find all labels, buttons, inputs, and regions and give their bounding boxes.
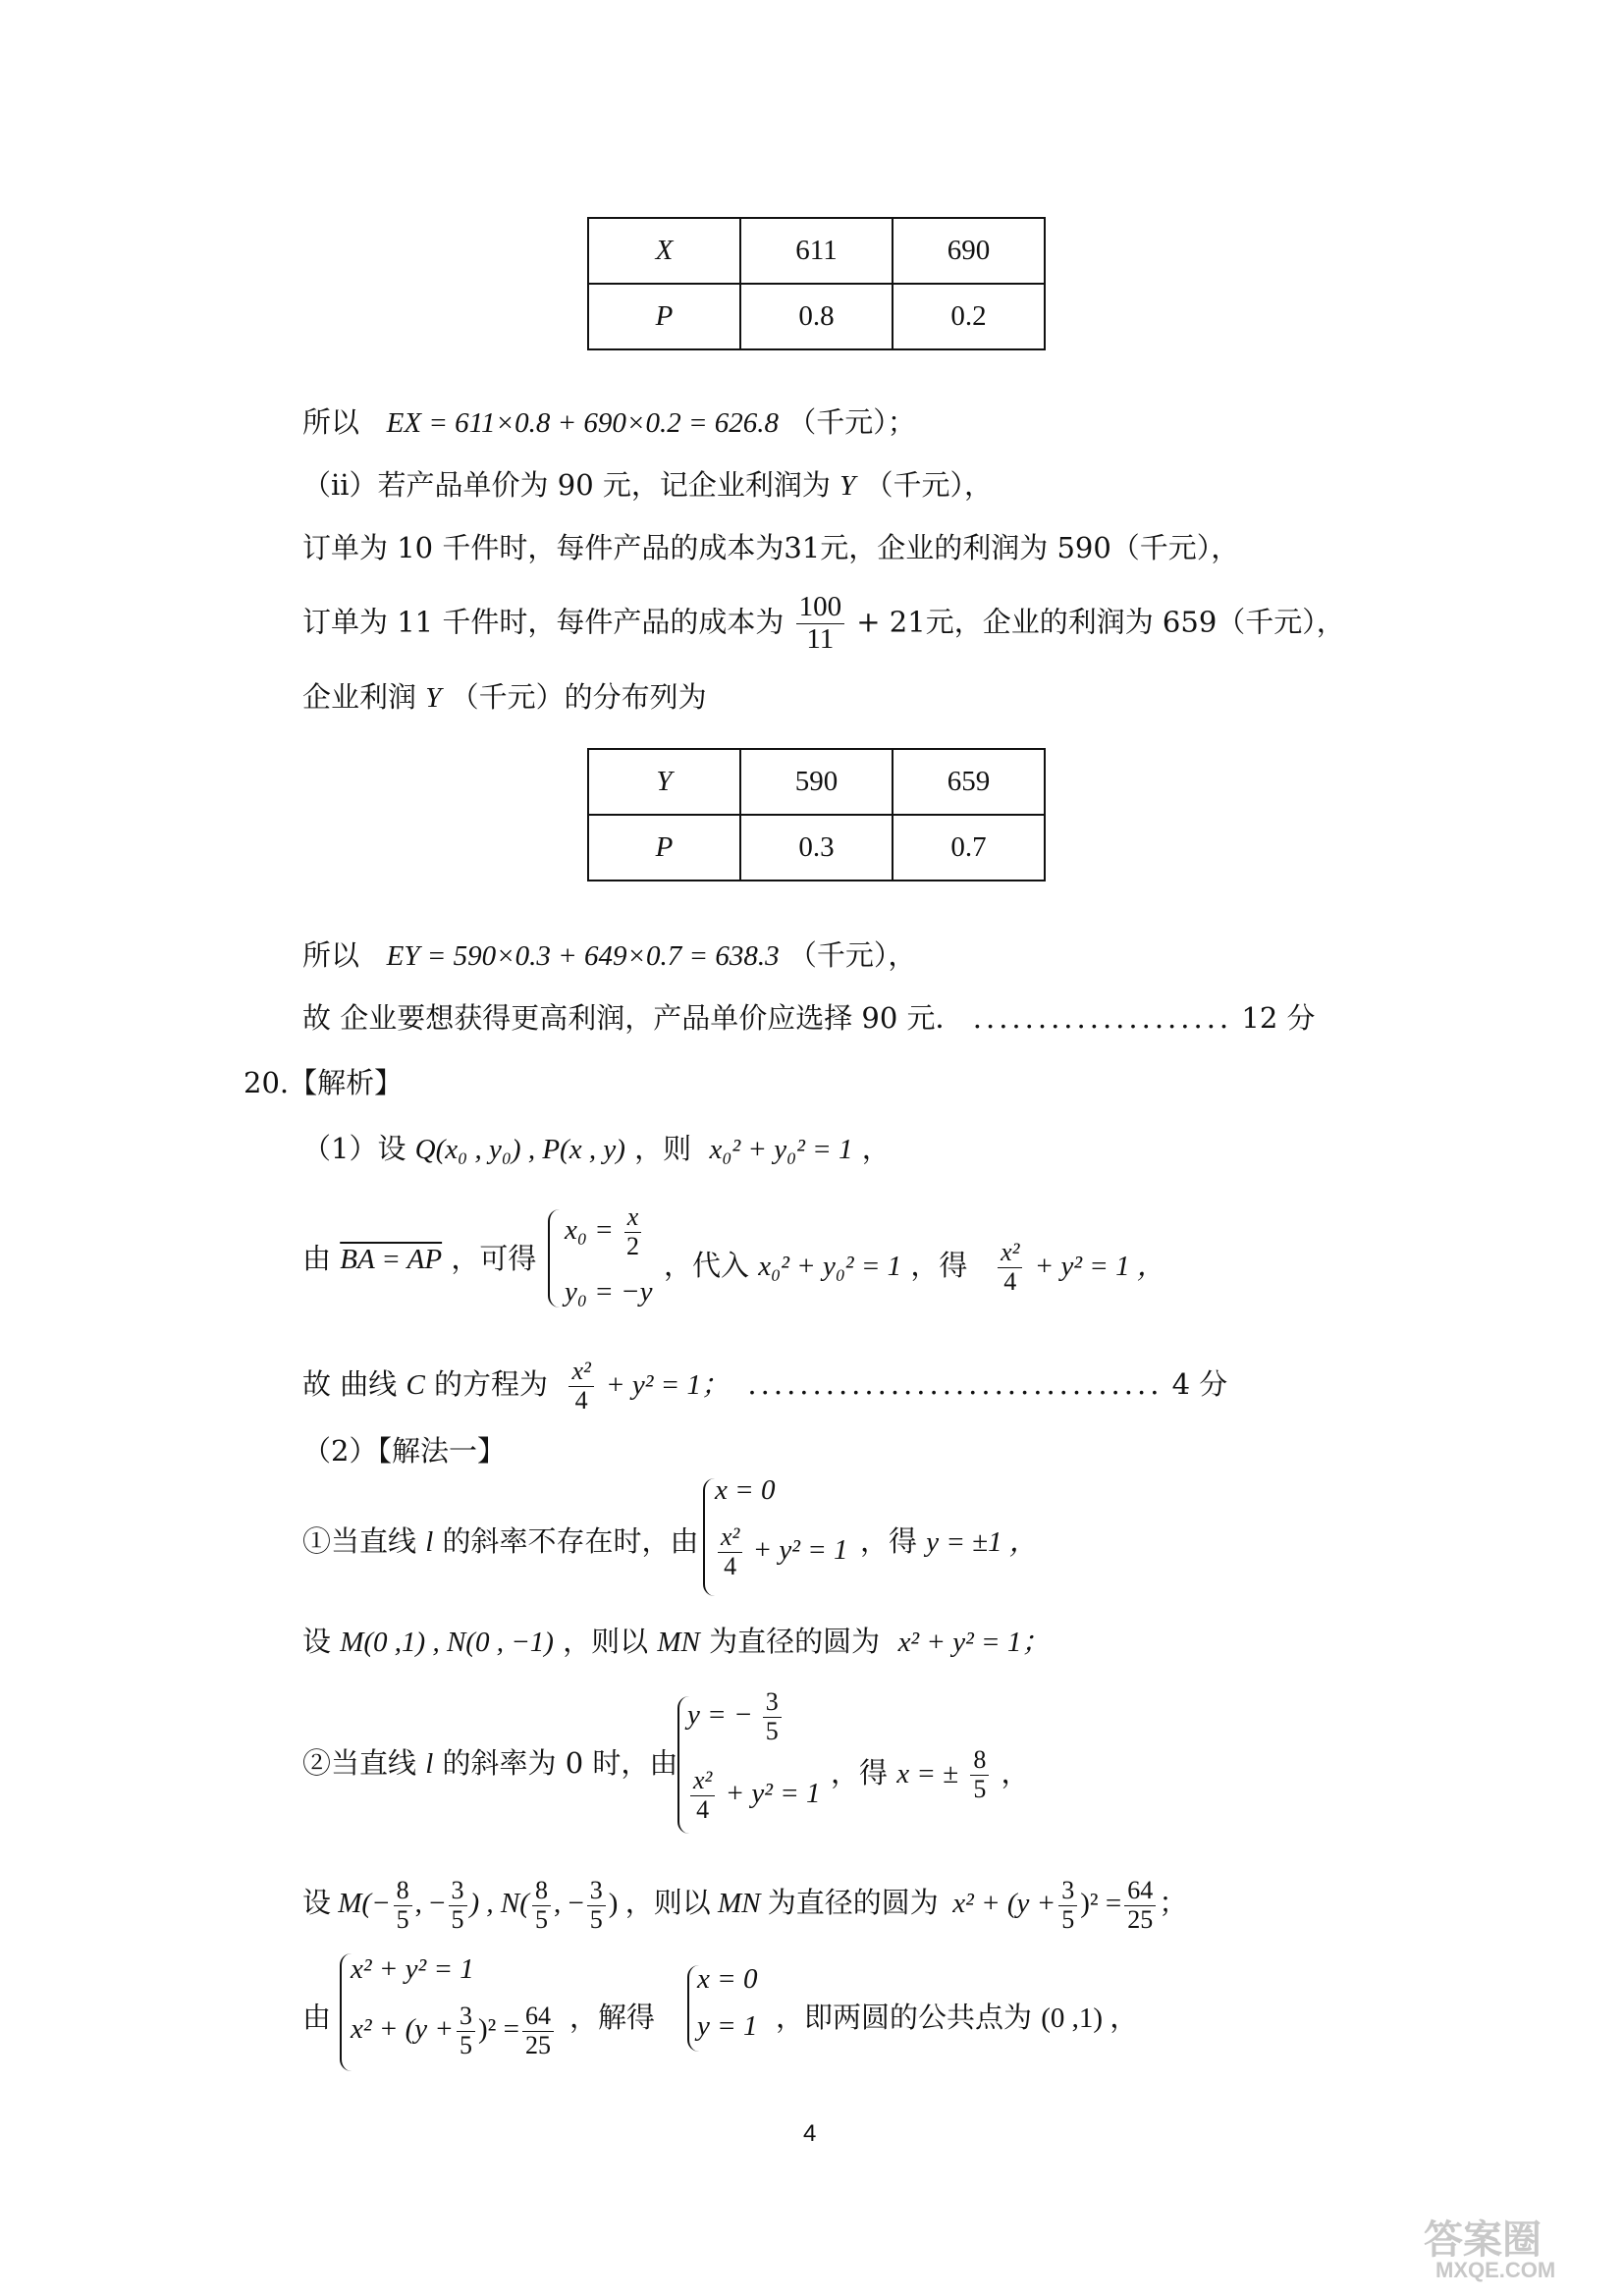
table-cell: P [588, 284, 740, 349]
variable: l [425, 1526, 434, 1558]
system-eq-1: x = 0 [715, 1474, 776, 1506]
fraction: $\frac{8}{5}$ [532, 1877, 551, 1934]
score-leader: ................................ [747, 1367, 1164, 1401]
formula: y = ±1 ， [926, 1526, 1038, 1558]
formula: (0 ,1) ， [1041, 2002, 1139, 2034]
solve-lead [302, 1998, 331, 2037]
text: 所以 [302, 405, 360, 439]
fraction: $\frac{64}{25}$ [522, 2002, 554, 2059]
text: ，则以 [563, 1625, 649, 1658]
text: 的斜率为 0 时，由 [442, 1746, 678, 1780]
fraction: $\frac{\text{x²}}{4}$ [690, 1767, 715, 1824]
formula: x₀² + y₀² = 1 [758, 1251, 902, 1283]
table-row [588, 218, 1045, 284]
table-cell: 659 [893, 749, 1045, 815]
method-heading: （2）【解法一】 [302, 1434, 506, 1468]
text: 设 [302, 1886, 332, 1919]
case2-lead [302, 1743, 677, 1784]
variable: MN [657, 1627, 700, 1658]
text: ，代入 [664, 1249, 750, 1283]
text: 故 企业要想获得更高利润，产品单价应选择 90 元． [302, 1001, 964, 1035]
watermark-logo: 答案圈 [1424, 2218, 1542, 2262]
variable: MN [717, 1888, 761, 1919]
formula: EX = 611×0.8 + 690×0.2 = 626.8 [386, 407, 780, 439]
system-eq-1: x² + y² = 1 [351, 1953, 474, 1985]
fraction: $\frac{64}{25}$ [1124, 1877, 1156, 1934]
text: 设 [302, 1625, 332, 1658]
distribution-table-x [587, 217, 1046, 350]
variable: l [425, 1748, 434, 1780]
text: 的斜率不存在时，由 [442, 1524, 699, 1558]
system-eq-2: y₀ = −y [565, 1276, 653, 1308]
table-cell: 590 [740, 749, 893, 815]
text: ，则以 [624, 1886, 711, 1919]
fraction: $\frac{3}{5}$ [1058, 1877, 1077, 1934]
table-cell: 690 [893, 218, 1045, 284]
text: 为直径的圆为 [709, 1625, 881, 1658]
fraction: $\frac{\text{x²}}{4}$ [718, 1523, 742, 1580]
table-cell: P [588, 815, 740, 881]
text: 企业利润 [302, 680, 417, 714]
watermark-url: MXQE.COM [1435, 2258, 1556, 2282]
vector-line-lead [302, 1239, 536, 1279]
formula: x = ± [896, 1758, 959, 1789]
table-cell: 0.3 [740, 815, 893, 881]
text: ②当直线 [302, 1746, 417, 1780]
formula: + y² = 1 ， [1034, 1251, 1165, 1283]
text: 所以 [302, 938, 360, 972]
system-eq-1: y = − $\frac{3}{5}$ [687, 1688, 785, 1745]
system-eq-2: $\frac{\text{x²}}{4}$ + y² = 1 [715, 1523, 848, 1580]
fraction: $\frac{8}{5}$ [394, 1877, 412, 1934]
text: （1）设 [302, 1132, 406, 1165]
text: ①当直线 [302, 1524, 417, 1558]
formula: Q(x₀ , y₀) , P(x , y) [414, 1134, 625, 1165]
solve-tail [776, 1998, 1138, 2038]
text: 为直径的圆为 [767, 1886, 939, 1919]
text: ，则 [634, 1132, 692, 1165]
table-cell: 0.2 [893, 284, 1045, 349]
system-eq-2: x² + (y + $\frac{3}{5}$ )² = $\frac{64}{25}$ [351, 2002, 557, 2059]
fraction: $\frac{3}{5}$ [587, 1877, 606, 1934]
text: 订单为 11 千件时，每件产品的成本为 [302, 605, 785, 639]
m1-line [302, 1622, 1050, 1662]
text: ，解得 [569, 2001, 656, 2034]
text: （千元）， [787, 938, 917, 972]
order10-line: 订单为 10 千件时，每件产品的成本为31元，企业的利润为 590（千元）， [302, 531, 1240, 564]
system-brace [548, 1209, 560, 1308]
system-brace [703, 1478, 715, 1596]
formula: M(0 ,1) , N(0 , −1) [340, 1627, 554, 1658]
text: + 21元，企业的利润为 659（千元）， [856, 605, 1345, 639]
table-row [588, 815, 1045, 881]
variable: C [406, 1369, 425, 1401]
ii-line [302, 465, 993, 506]
distribution-table-y [587, 748, 1046, 881]
table-cell: 0.8 [740, 284, 893, 349]
table-cell: X [588, 218, 740, 284]
formula: + y² = 1； [606, 1369, 730, 1401]
text: ，即两圆的公共点为 [776, 2001, 1033, 2034]
table-cell: Y [588, 749, 740, 815]
page-number: 4 [803, 2120, 817, 2147]
formula: EY = 590×0.3 + 649×0.7 = 638.3 [386, 940, 780, 972]
dist-intro-line [302, 677, 707, 718]
solve-mid [569, 1998, 655, 2037]
table-cell: 611 [740, 218, 893, 284]
fraction: $\frac{100}{11}$ [796, 592, 845, 656]
variable: Y [839, 470, 856, 502]
text: （千元）， [864, 468, 993, 502]
fraction: $\frac{3}{5}$ [449, 1877, 467, 1934]
table-row [588, 749, 1045, 815]
text: 由 [302, 2001, 332, 2034]
system-eq-2: y = 1 [697, 2010, 758, 2042]
text: ，可得 [451, 1242, 537, 1275]
question-heading: 20.【解析】 [244, 1066, 404, 1099]
ey-line [302, 935, 916, 976]
text: （千元）； [787, 405, 916, 439]
case1-tail [860, 1522, 1038, 1562]
text: ， [861, 1132, 891, 1165]
case1-lead [302, 1522, 699, 1562]
text: ，得 [860, 1524, 918, 1558]
formula: x₀² + y₀² = 1 [709, 1134, 853, 1165]
order11-line [302, 592, 1345, 656]
system-eq-1: x₀ = $\frac{x}{2}$ [565, 1203, 645, 1260]
score-leader: .................... [972, 1001, 1233, 1035]
part1-line [302, 1129, 891, 1169]
table-cell: 0.7 [893, 815, 1045, 881]
variable: Y [425, 682, 442, 714]
fraction: $\frac{x}{2}$ [623, 1203, 642, 1260]
score: 12 分 [1241, 1001, 1316, 1035]
curve-line [302, 1355, 1227, 1415]
text: ，得 [910, 1249, 968, 1283]
vector-line-tail [664, 1239, 1165, 1296]
vector-formula: BA = AP [340, 1244, 443, 1275]
system-eq-1: x = 0 [697, 1963, 758, 1995]
system-eq-2: $\frac{\text{x²}}{4}$ + y² = 1 [687, 1767, 821, 1824]
text: 故 曲线 [302, 1367, 398, 1401]
conclusion-line [302, 998, 1316, 1038]
text: （ii）若产品单价为 90 元，记企业利润为 [302, 468, 831, 502]
text: （千元）的分布列为 [450, 680, 707, 714]
ex-line [302, 402, 916, 443]
text: 由 [302, 1242, 332, 1275]
text: ，得 [831, 1756, 889, 1789]
m2-line: 设 M(− $\frac{8}{5}$ , − $\frac{3}{5}$ ) , N( $\frac{8}{5}$ , − $\frac{3}{5}$ ) ，则以 MN 为直径的圆为 x² + (y + $\frac{3}{5}$ )² = $\frac{64}{25}$ ； [302, 1876, 1188, 1934]
case2-tail [831, 1743, 1030, 1803]
score: 4 分 [1171, 1367, 1228, 1401]
fraction: $\frac{8}{5}$ [970, 1746, 989, 1803]
formula: x² + y² = 1； [897, 1627, 1051, 1658]
table-row [588, 284, 1045, 349]
fraction: $\frac{3}{5}$ [457, 2002, 475, 2059]
fraction: $\frac{3}{5}$ [763, 1688, 782, 1745]
fraction: $\frac{\text{x²}}{4}$ [568, 1358, 593, 1415]
text: ， [1001, 1756, 1030, 1789]
text: 的方程为 [434, 1367, 549, 1401]
fraction: $\frac{\text{x²}}{4}$ [998, 1239, 1022, 1296]
